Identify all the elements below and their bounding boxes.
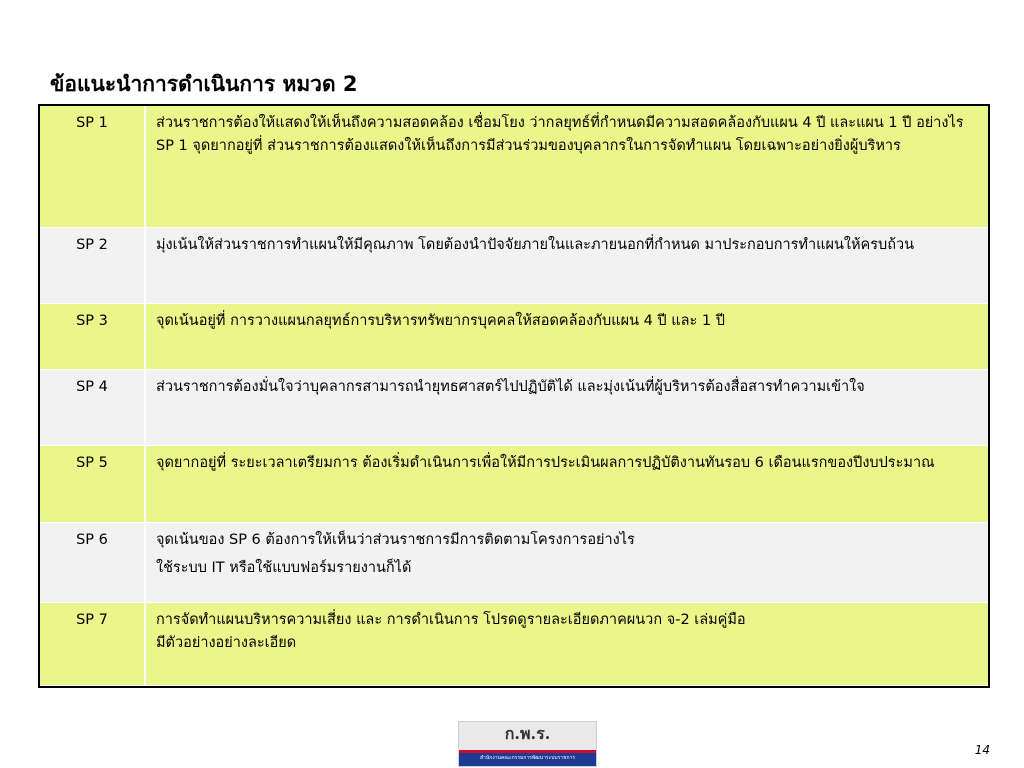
- row-text-line: มุ่งเน้นให้ส่วนราชการทำแผนให้มีคุณภาพ โดยต้องนำปัจจัยภายในและภายนอกที่กำหนด มาประกอบการทำแผนให้ครบถ้วน: [156, 236, 915, 253]
- row-text-line: ส่วนราชการต้องมั่นใจว่าบุคลากรสามารถนำยุทธศาสตร์ไปปฏิบัติได้ และมุ่งเน้นที่ผู้บริหารต้องสื่อสารทำความเข้าใจ: [156, 378, 865, 395]
- page-title: ข้อแนะนำการดำเนินการ หมวด 2: [50, 72, 358, 96]
- row-text: [145, 227, 988, 303]
- row-text: [145, 522, 988, 602]
- row-text-line: มีตัวอย่างอย่างละเอียด: [156, 634, 297, 651]
- row-text: [145, 369, 988, 445]
- table-row: [40, 106, 988, 227]
- row-code: SP 7: [40, 602, 145, 686]
- row-text-line: จุดเน้นอยู่ที่ การวางแผนกลยุทธ์การบริหารทรัพยากรบุคคลให้สอดคล้องกับแผน 4 ปี และ 1 ปี: [156, 312, 725, 329]
- table-row: [40, 445, 988, 522]
- opdc-logo: [458, 721, 597, 767]
- table-row: [40, 227, 988, 303]
- row-text-line: ใช้ระบบ IT หรือใช้แบบฟอร์มรายงานก็ได้: [156, 559, 412, 576]
- row-text: [145, 445, 988, 522]
- page-number: 14: [974, 743, 990, 757]
- table-row: [40, 369, 988, 445]
- row-text: [145, 303, 988, 369]
- row-code: SP 1: [40, 106, 145, 227]
- row-text: [145, 602, 988, 686]
- logo-text: ก.พ.ร.: [504, 724, 551, 743]
- logo-subtext: สำนักงานคณะกรรมการพัฒนาระบบราชการ: [479, 755, 576, 761]
- row-code: SP 3: [40, 303, 145, 369]
- row-code: SP 4: [40, 369, 145, 445]
- row-code: SP 2: [40, 227, 145, 303]
- row-text: [145, 106, 988, 227]
- row-code: SP 6: [40, 522, 145, 602]
- row-code: SP 5: [40, 445, 145, 522]
- table-row: [40, 303, 988, 369]
- table-row: [40, 602, 988, 686]
- row-text-line: จุดเน้นของ SP 6 ต้องการให้เห็นว่าส่วนราชการมีการติดตามโครงการอย่างไร: [156, 531, 635, 548]
- table-row: [40, 522, 988, 602]
- row-text-line: ส่วนราชการต้องให้แสดงให้เห็นถึงความสอดคล้อง เชื่อมโยง ว่ากลยุทธ์ที่กำหนดมีความสอดคล้องกับแผน 4 ปี และแผน 1 ปี อย่างไร SP 1 จุดยากอยู่ที่ ส่วนราชการต้องแสดงให้เห็นถึงการมีส่วนร่วมของบุคลากรในการจัดทำแผน โดยเฉพาะอย่างยิ่งผู้บริหาร: [156, 115, 964, 154]
- row-text-line: การจัดทำแผนบริหารความเสี่ยง และ การดำเนินการ โปรดดูรายละเอียดภาคผนวก จ-2 เล่มคู่มือ: [156, 611, 746, 628]
- recommendations-table: [38, 104, 990, 688]
- row-text-line: จุดยากอยู่ที่ ระยะเวลาเตรียมการ ต้องเริ่มดำเนินการเพื่อให้มีการประเมินผลการปฏิบัติงานทันรอบ 6 เดือนแรกของปีงบประมาณ: [156, 454, 935, 471]
